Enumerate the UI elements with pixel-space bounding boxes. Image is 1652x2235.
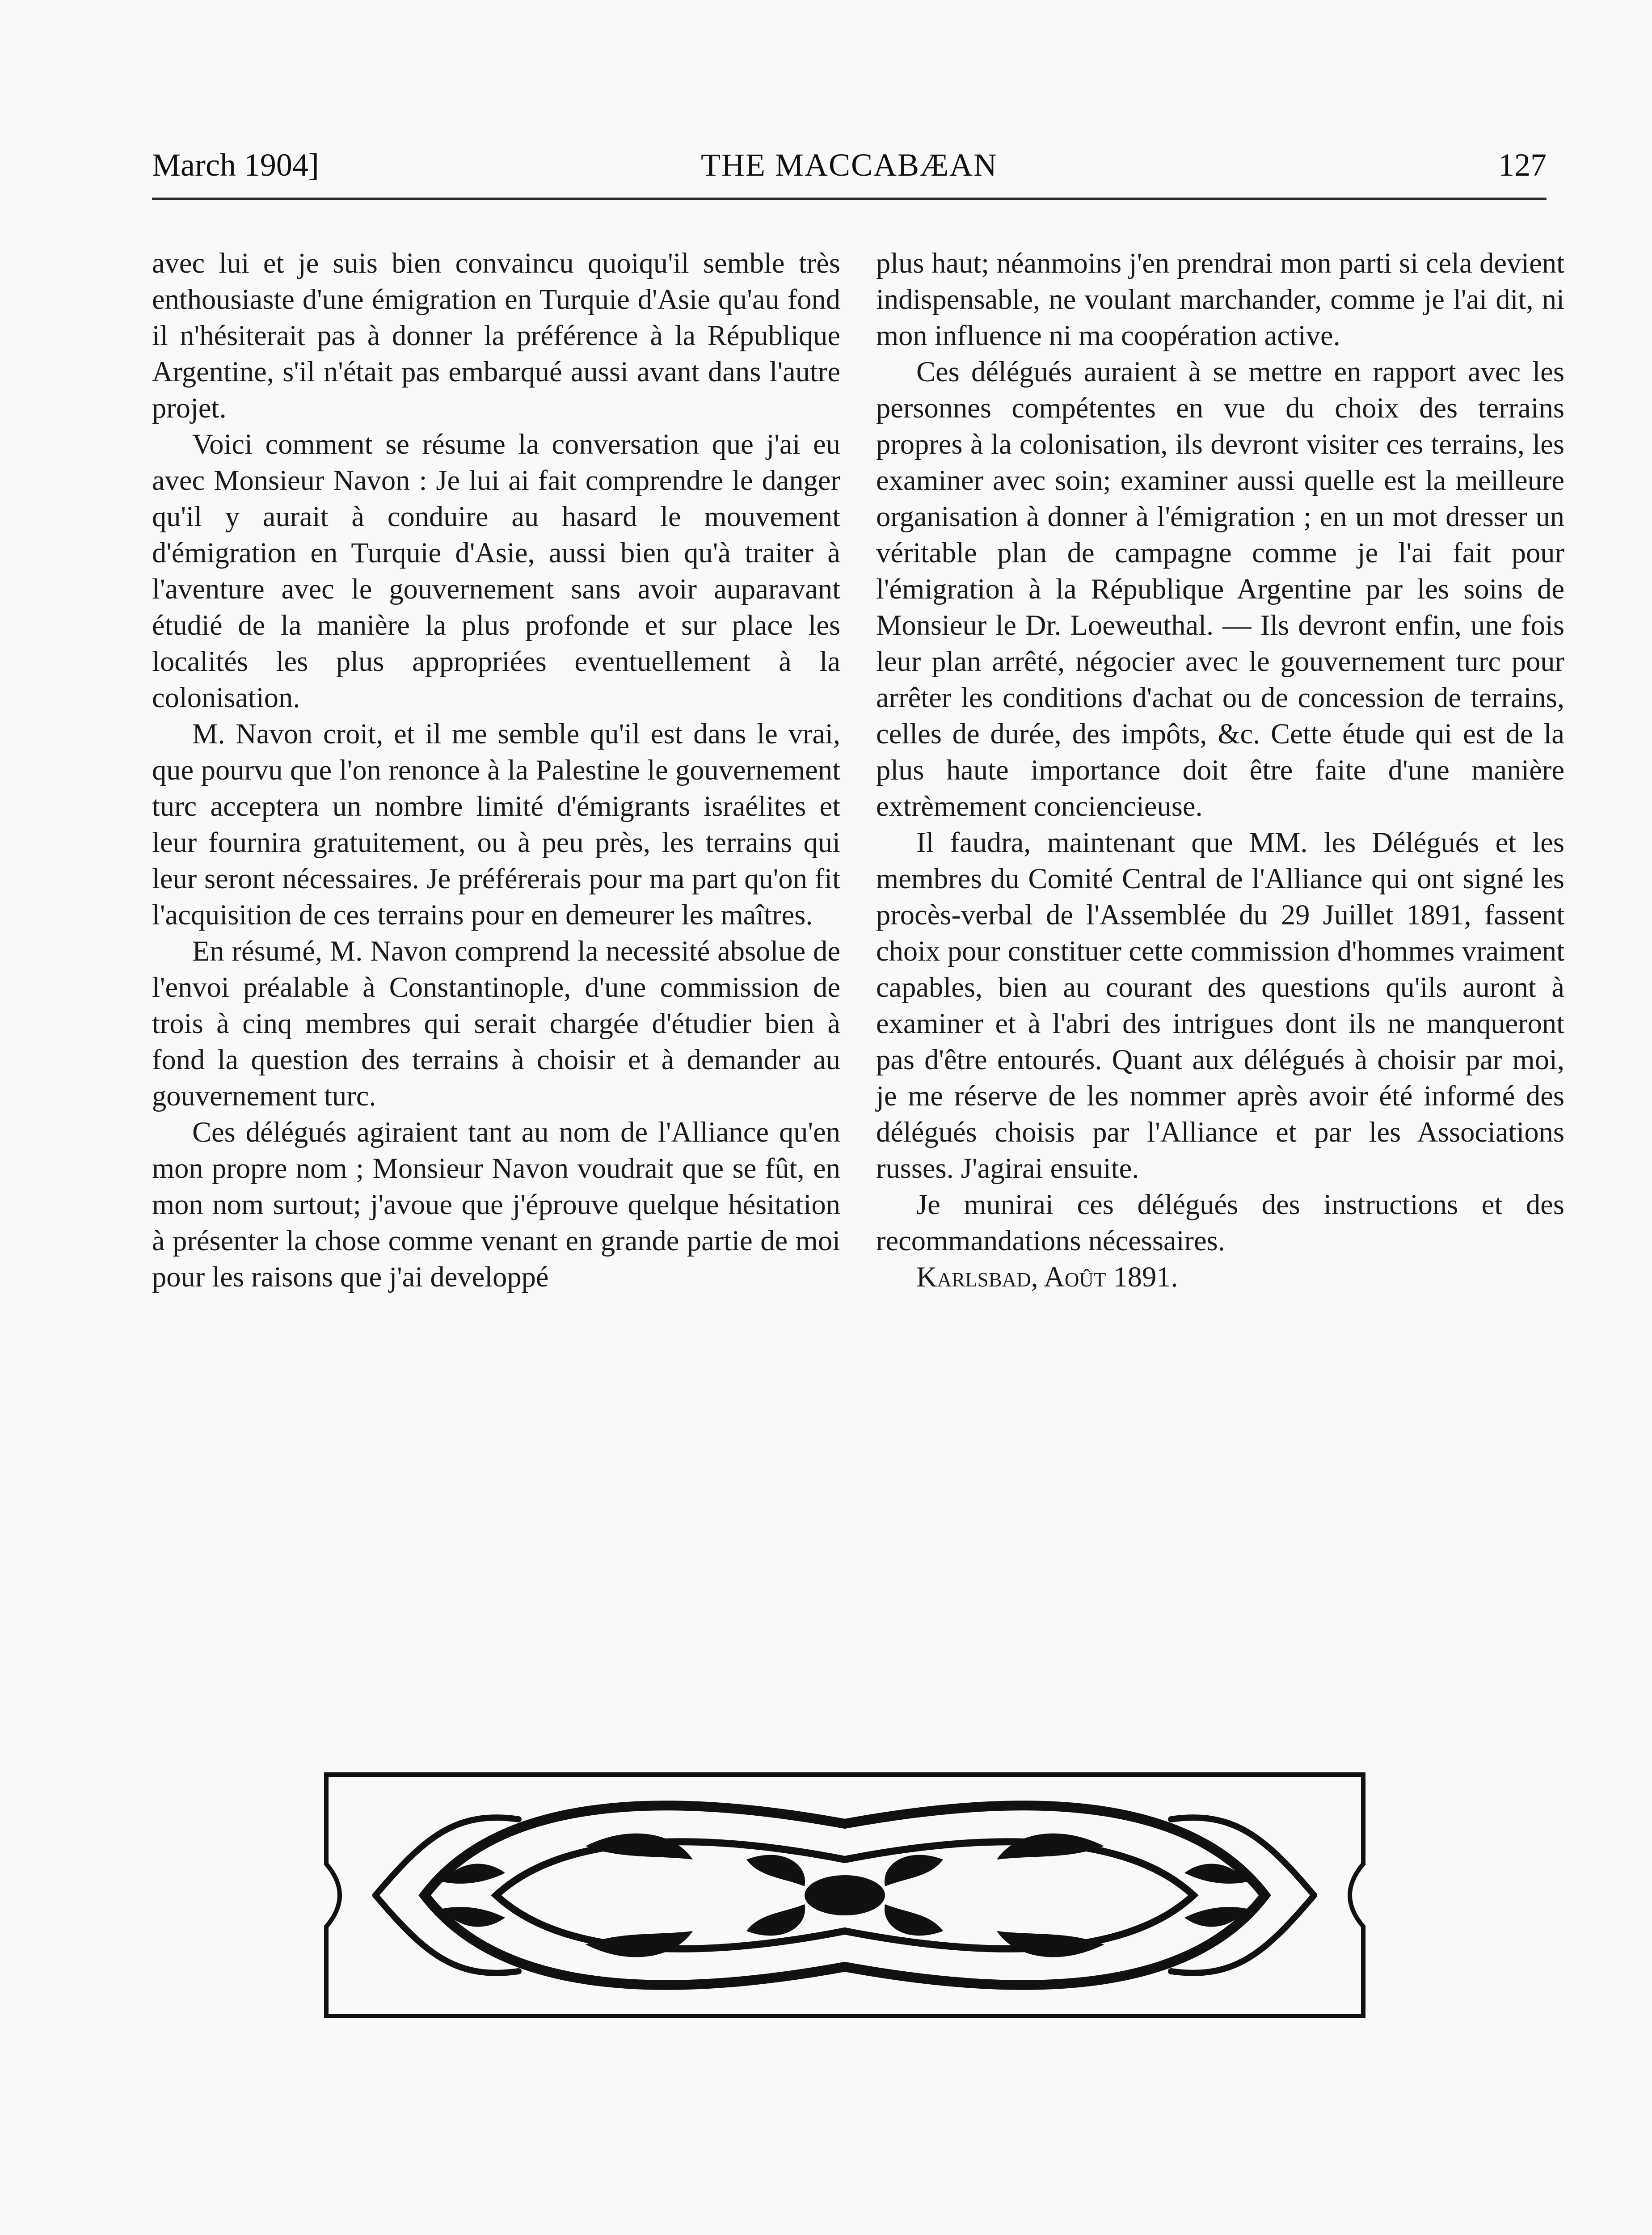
right-column [876, 245, 1564, 1295]
decorative-tailpiece-ornament [308, 1748, 1381, 2043]
left-paragraph-3: M. Navon croit, et il me semble qu'il est dans le vrai, que pourvu que l'on renonce à la Palestine le gouvernement turc acceptera un nombre limité d'émigrants israélites et leur fournira gratuitement, ou à peu près, les terrains qui leur seront nécessaires. Je préférerais pour ma part qu'on fit l'acquisition de ces terrains pour en demeurer les maîtres. [152, 718, 840, 931]
header-date: March 1904] [152, 147, 319, 183]
header-journal-title: THE MACCABÆAN [700, 147, 998, 183]
left-paragraph-4: En résumé, M. Navon comprend la necessité absolue de l'envoi préalable à Constantinople, d'une commission de trois à cinq membres qui serait chargée d'étudier bien à fond la question des terrains à choisir et à demander au gouvernement turc. [152, 935, 840, 1112]
right-paragraph-2: Ces délégués auraient à se mettre en rapport avec les personnes compétentes en vue du choix des terrains propres à la colonisation, ils devront visiter ces terrains, les examiner avec soin; examiner aussi quelle est la meilleure organisation à donner à l'émigration ; en un mot dresser un véritable plan de campagne comme je l'ai fait pour l'émigration à la République Argentine par les soins de Monsieur le Dr. Loeweuthal. — Ils devront enfin, une fois leur plan arrêté, négocier avec le gouvernement turc pour arrêter les conditions d'achat ou de concession de terrains, celles de durée, des impôts, &c. Cette étude qui est de la plus haute importance doit être faite d'une manière extrèmement conciencieuse. [876, 356, 1564, 822]
left-paragraph-1: avec lui et je suis bien convaincu quoiqu'il semble très enthousiaste d'une émigration en Turquie d'Asie qu'au fond il n'hésiterait pas à donner la préférence à la République Argentine, s'il n'était pas embarqué aussi avant dans l'autre projet. [152, 247, 840, 424]
left-paragraph-2: Voici comment se résume la conversation que j'ai eu avec Monsieur Navon : Je lui ai fait comprendre le danger qu'il y aurait à conduire au hasard le mouvement d'émigration en Turquie d'Asie, aussi bien qu'à traiter à l'aventure avec le gouvernement sans avoir auparavant étudié de la manière la plus profonde et sur place les localités les plus appropriées eventuellement à la colonisation. [152, 428, 840, 713]
right-paragraph-1: plus haut; néanmoins j'en prendrai mon parti si cela devient indispensable, ne voulant marchander, comme je l'ai dit, ni mon influence ni ma coopération active. [876, 247, 1564, 351]
right-paragraph-3: Il faudra, maintenant que MM. les Délégués et les membres du Comité Central de l'Alliance qui ont signé les procès-verbal de l'Assemblée du 29 Juillet 1891, fassent choix pour constituer cette commission d'hommes vraiment capables, bien au courant des questions qu'ils auront à examiner et à l'abri des intrigues dont ils ne manqueront pas d'être entourés. Quant aux délégués à choisir par moi, je me réserve de les nommer après avoir été informé des délégués choisis par l'Alliance et par les Associations russes. J'agirai ensuite. [876, 827, 1564, 1184]
left-column [152, 245, 840, 1295]
header-rule [152, 198, 1547, 200]
running-header [152, 142, 1547, 200]
signature-place-date: Karlsbad, Août 1891. [916, 1261, 1178, 1293]
left-paragraph-5: Ces délégués agiraient tant au nom de l'Alliance qu'en mon propre nom ; Monsieur Navon voudrait que se fût, en mon nom surtout; j'avoue que j'éprouve quelque hésitation à présenter la chose comme venant en grande partie de moi pour les raisons que j'ai developpé [152, 1116, 840, 1293]
header-page-number: 127 [1498, 147, 1547, 183]
right-paragraph-4: Je munirai ces délégués des instructions et des recommandations nécessaires. [876, 1189, 1564, 1257]
